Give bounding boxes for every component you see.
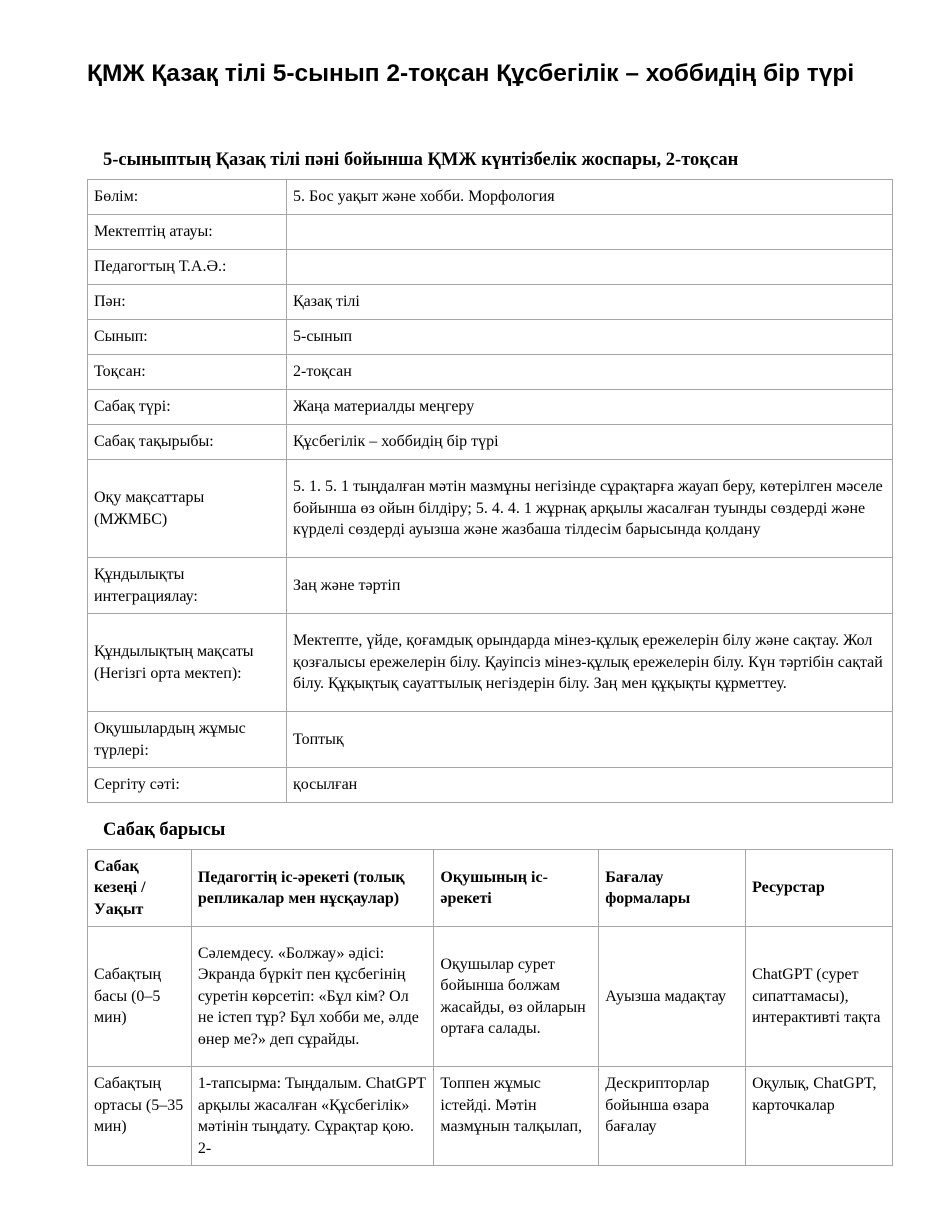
table-header-row <box>88 850 893 927</box>
cell-assessment <box>599 1067 746 1166</box>
table-row <box>88 614 893 712</box>
cell-stage: Сабақтың басы (0–5 мин) <box>88 927 192 1067</box>
row-value: Мектепте, үйде, қоғамдық орындарда мінез-құлық ережелерін білу және сақтау. Жол қозғалысы ережелерін білу. Қауіпсіз мінез-құлық ережелерін білу. Күн тәртібін сақтай білу. Құқықтық сауаттылық негіздерін білу. Заң мен құқықты құрметтеу. <box>287 614 893 712</box>
cell-student-activity <box>434 1067 599 1166</box>
table-row <box>88 285 893 320</box>
table-row <box>88 768 893 803</box>
row-value: Топтық <box>287 712 893 768</box>
row-value: Құсбегілік – хоббидің бір түрі <box>287 425 893 460</box>
table-row <box>88 1067 893 1166</box>
plan-subtitle: 5-сыныптың Қазақ тілі пәні бойынша ҚМЖ күнтізбелік жоспары, 2-тоқсан <box>103 150 739 170</box>
row-value <box>287 250 893 285</box>
cell-teacher-activity <box>191 1067 434 1166</box>
cell-text: Дескрипторлар бойынша өзара бағалау <box>605 1075 710 1135</box>
lesson-progress-table <box>87 849 893 1166</box>
row-value: 5. 1. 5. 1 тыңдалған мәтін мазмұны негізінде сұрақтарға жауап беру, көтерілген мәселе бойынша өз ойын білдіру; 5. 4. 4. 1 жұрнақ арқылы жасалған туынды сөздерді және күрделі сөздерді ауызша және жазбаша тілдесім барысында қолдану <box>287 460 893 558</box>
table-row <box>88 215 893 250</box>
row-label: Сабақ тақырыбы: <box>88 425 287 460</box>
row-value: 5-сынып <box>287 320 893 355</box>
document-title: ҚМЖ Қазақ тілі 5-сынып 2-тоқсан Құсбегілік – хоббидің бір түрі <box>87 60 855 87</box>
table-row <box>88 460 893 558</box>
table-row <box>88 355 893 390</box>
row-label: Педагогтың Т.А.Ә.: <box>88 250 287 285</box>
row-label: Бөлім: <box>88 180 287 215</box>
row-label: Құндылықты интеграциялау: <box>88 558 287 614</box>
row-label: Пән: <box>88 285 287 320</box>
cell-text: Оқулық, ChatGPT, карточкалар <box>752 1075 877 1114</box>
cell-text: 1-тапсырма: Тыңдалым. ChatGPT арқылы жасалған «Құсбегілік» мәтінін тыңдату. Сұрақтар қою. 2- <box>197 1075 426 1157</box>
row-label: Сергіту сәті: <box>88 768 287 803</box>
row-label: Оқушылардың жұмыс түрлері: <box>88 712 287 768</box>
column-header-teacher-activity: Педагогтің іс-әрекеті (толық репликалар мен нұсқаулар) <box>191 850 434 927</box>
column-header-assessment: Бағалау формалары <box>599 850 746 927</box>
row-label: Мектептің атауы: <box>88 215 287 250</box>
row-label: Сынып: <box>88 320 287 355</box>
row-label: Тоқсан: <box>88 355 287 390</box>
lesson-progress-heading: Сабақ барысы <box>103 820 226 840</box>
cell-resources <box>746 1067 893 1166</box>
table-row <box>88 712 893 768</box>
column-header-resources: Ресурстар <box>746 850 893 927</box>
table-row <box>88 250 893 285</box>
row-value: Қазақ тілі <box>287 285 893 320</box>
cell-student-activity: Оқушылар сурет бойынша болжам жасайды, өз ойларын ортаға салады. <box>434 927 599 1067</box>
table-row <box>88 320 893 355</box>
row-value: Заң және тәртіп <box>287 558 893 614</box>
column-header-stage: Сабақ кезеңі / Уақыт <box>88 850 192 927</box>
row-label: Құндылықтың мақсаты (Негізгі орта мектеп): <box>88 614 287 712</box>
table-row <box>88 390 893 425</box>
cell-text: Топпен жұмыс істейді. Мәтін мазмұнын талқылап, <box>440 1075 583 1135</box>
table-row <box>88 180 893 215</box>
cell-teacher-activity: Сәлемдесу. «Болжау» әдісі: Экранда бүркіт пен құсбегінің суретін көрсетіп: «Бұл кім? Ол не істеп тұр? Бұл хобби ме, әлде өнер ме?» деп сұрайды. <box>191 927 434 1067</box>
row-value: қосылған <box>287 768 893 803</box>
cell-text: Сабақтың ортасы (5–35 мин) <box>94 1075 184 1135</box>
row-value <box>287 215 893 250</box>
cell-resources: ChatGPT (сурет сипаттамасы), интерактивті тақта <box>746 927 893 1067</box>
lesson-info-table <box>87 179 893 803</box>
row-label: Оқу мақсаттары (МЖМБС) <box>88 460 287 558</box>
table-row <box>88 425 893 460</box>
table-row <box>88 558 893 614</box>
table-row <box>88 927 893 1067</box>
column-header-student-activity: Оқушының іс-әрекеті <box>434 850 599 927</box>
cell-assessment: Ауызша мадақтау <box>599 927 746 1067</box>
row-value: Жаңа материалды меңгеру <box>287 390 893 425</box>
row-value: 5. Бос уақыт және хобби. Морфология <box>287 180 893 215</box>
row-label: Сабақ түрі: <box>88 390 287 425</box>
cell-stage <box>88 1067 192 1166</box>
row-value: 2-тоқсан <box>287 355 893 390</box>
